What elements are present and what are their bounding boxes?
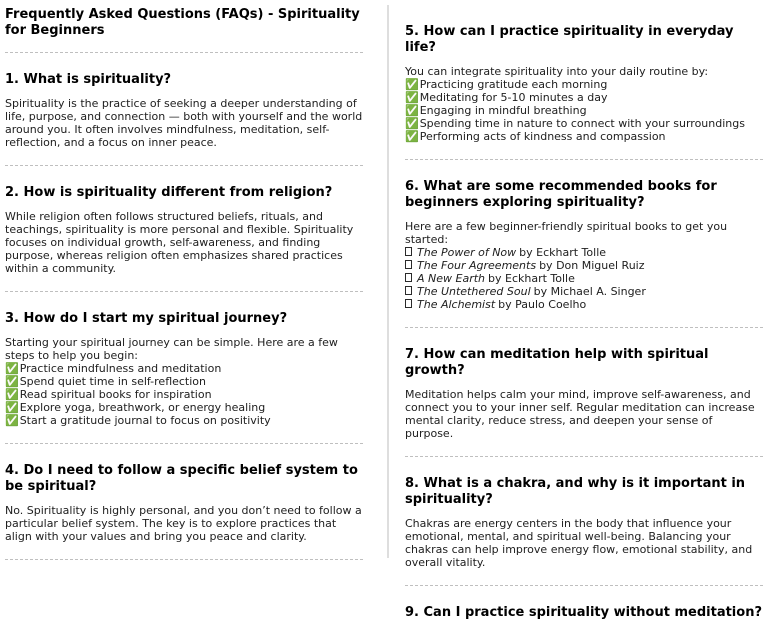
question-heading-4: 4. Do I need to follow a specific belief system to be spiritual? [5, 463, 358, 494]
list-item [5, 362, 363, 375]
section-divider [405, 159, 763, 160]
book-author: by Eckhart Tolle [488, 272, 575, 285]
faq-section-4 [5, 463, 363, 543]
book-author: by Eckhart Tolle [519, 246, 607, 259]
book-author: by Paulo Coelho [498, 298, 587, 311]
right-column [405, 5, 763, 620]
check-icon: ✅ [5, 388, 19, 401]
section-divider [405, 456, 763, 457]
answer-paragraph-4: No. Spirituality is highly personal, and you don’t need to follow a particular belief system. The key is to explore practices that align with your values and bring you peace and clarity. [5, 504, 362, 543]
check-icon: ✅ [5, 401, 19, 414]
list-item [5, 401, 363, 414]
book-item [405, 298, 763, 311]
check-icon: ✅ [5, 375, 19, 388]
answer-intro-6: Here are a few beginner-friendly spiritual books to get you started: [405, 220, 728, 246]
faq-section-5 [405, 24, 763, 143]
check-icon: ✅ [5, 414, 19, 427]
book-title: The Alchemist [417, 298, 496, 311]
list-item-label: Spending time in nature to connect with your surroundings [419, 117, 745, 130]
missing-glyph-box-icon [405, 273, 412, 282]
list-item-label: Practice mindfulness and meditation [19, 362, 222, 375]
list-item [5, 375, 363, 388]
check-icon: ✅ [405, 104, 419, 117]
left-column [5, 5, 363, 558]
book-title: The Four Agreements [417, 259, 537, 272]
list-item-label: Practicing gratitude each morning [419, 78, 608, 91]
question-heading-2: 2. How is spirituality different from religion? [5, 185, 333, 200]
answer-intro-3: Starting your spiritual journey can be simple. Here are a few steps to help you begin: [5, 336, 338, 362]
answer-paragraph-2: While religion often follows structured beliefs, rituals, and teachings, spirituality is more personal and flexible. Spirituality focuses on individual growth, self-awareness, and finding purpose, whereas religion often emphasizes shared practices within a community. [5, 210, 354, 275]
checklist [405, 78, 763, 143]
section-divider [405, 585, 763, 586]
answer-intro-5: You can integrate spirituality into your daily routine by: [405, 65, 709, 78]
page-title: Frequently Asked Questions (FAQs) - Spirituality for Beginners [5, 7, 360, 38]
question-heading-5: 5. How can I practice spirituality in everyday life? [405, 24, 734, 55]
list-item-label: Explore yoga, breathwork, or energy healing [19, 401, 266, 414]
question-heading-6: 6. What are some recommended books for beginners exploring spirituality? [405, 179, 717, 210]
book-title: The Untethered Soul [417, 285, 531, 298]
answer-paragraph-1: Spirituality is the practice of seeking a deeper understanding of life, purpose, and connection — both with yourself and the world around you. It often involves mindfulness, meditation, self-reflection, and a focus on inner peace. [5, 97, 363, 149]
question-heading-1: 1. What is spirituality? [5, 72, 172, 87]
list-item [5, 414, 363, 427]
list-item-label: Spend quiet time in self-reflection [19, 375, 207, 388]
book-item [405, 259, 763, 272]
list-item [405, 104, 763, 117]
section-divider [5, 52, 363, 53]
section-divider [5, 165, 363, 166]
book-author: by Michael A. Singer [533, 285, 646, 298]
faq-section-9 [405, 605, 763, 621]
list-item [405, 78, 763, 91]
section-divider [5, 559, 363, 560]
faq-section-6 [405, 179, 763, 311]
missing-glyph-box-icon [405, 247, 412, 256]
faq-section-8 [405, 476, 763, 569]
check-icon: ✅ [405, 117, 419, 130]
missing-glyph-box-icon [405, 299, 412, 308]
book-author: by Don Miguel Ruiz [539, 259, 645, 272]
missing-glyph-box-icon [405, 286, 412, 295]
check-icon: ✅ [405, 78, 419, 91]
list-item [405, 91, 763, 104]
book-item [405, 246, 763, 259]
column-divider [387, 5, 389, 558]
question-heading-9: 9. Can I practice spirituality without meditation? [405, 605, 762, 620]
list-item-label: Performing acts of kindness and compassion [419, 130, 666, 143]
check-icon: ✅ [5, 362, 19, 375]
list-item-label: Start a gratitude journal to focus on positivity [19, 414, 271, 427]
list-item-label: Meditating for 5-10 minutes a day [419, 91, 608, 104]
list-item-label: Read spiritual books for inspiration [19, 388, 212, 401]
list-item [405, 117, 763, 130]
check-icon: ✅ [405, 91, 419, 104]
question-heading-3: 3. How do I start my spiritual journey? [5, 311, 288, 326]
checklist [5, 362, 363, 427]
question-heading-8: 8. What is a chakra, and why is it important in spirituality? [405, 476, 746, 507]
section-divider [5, 291, 363, 292]
book-item [405, 272, 763, 285]
faq-section-3 [5, 311, 363, 427]
book-list [405, 246, 763, 311]
missing-glyph-box-icon [405, 260, 412, 269]
book-title: A New Earth [417, 272, 486, 285]
section-divider [405, 327, 763, 328]
faq-section-7 [405, 347, 763, 440]
book-item [405, 285, 763, 298]
section-divider [5, 443, 363, 444]
faq-section-2 [5, 185, 363, 275]
faq-section-1 [5, 72, 363, 149]
answer-paragraph-7: Meditation helps calm your mind, improve self-awareness, and connect you to your inner self. Regular meditation can increase mental clarity, reduce stress, and deepen your sense of purpose. [405, 388, 755, 440]
list-item [5, 388, 363, 401]
question-heading-7: 7. How can meditation help with spiritual growth? [405, 347, 709, 378]
book-title: The Power of Now [417, 246, 517, 259]
list-item-label: Engaging in mindful breathing [419, 104, 587, 117]
check-icon: ✅ [405, 130, 419, 143]
list-item [405, 130, 763, 143]
answer-paragraph-8: Chakras are energy centers in the body that influence your emotional, mental, and spiritual well-being. Balancing your chakras can help improve energy flow, emotional stability, and overall vitality. [405, 517, 753, 569]
